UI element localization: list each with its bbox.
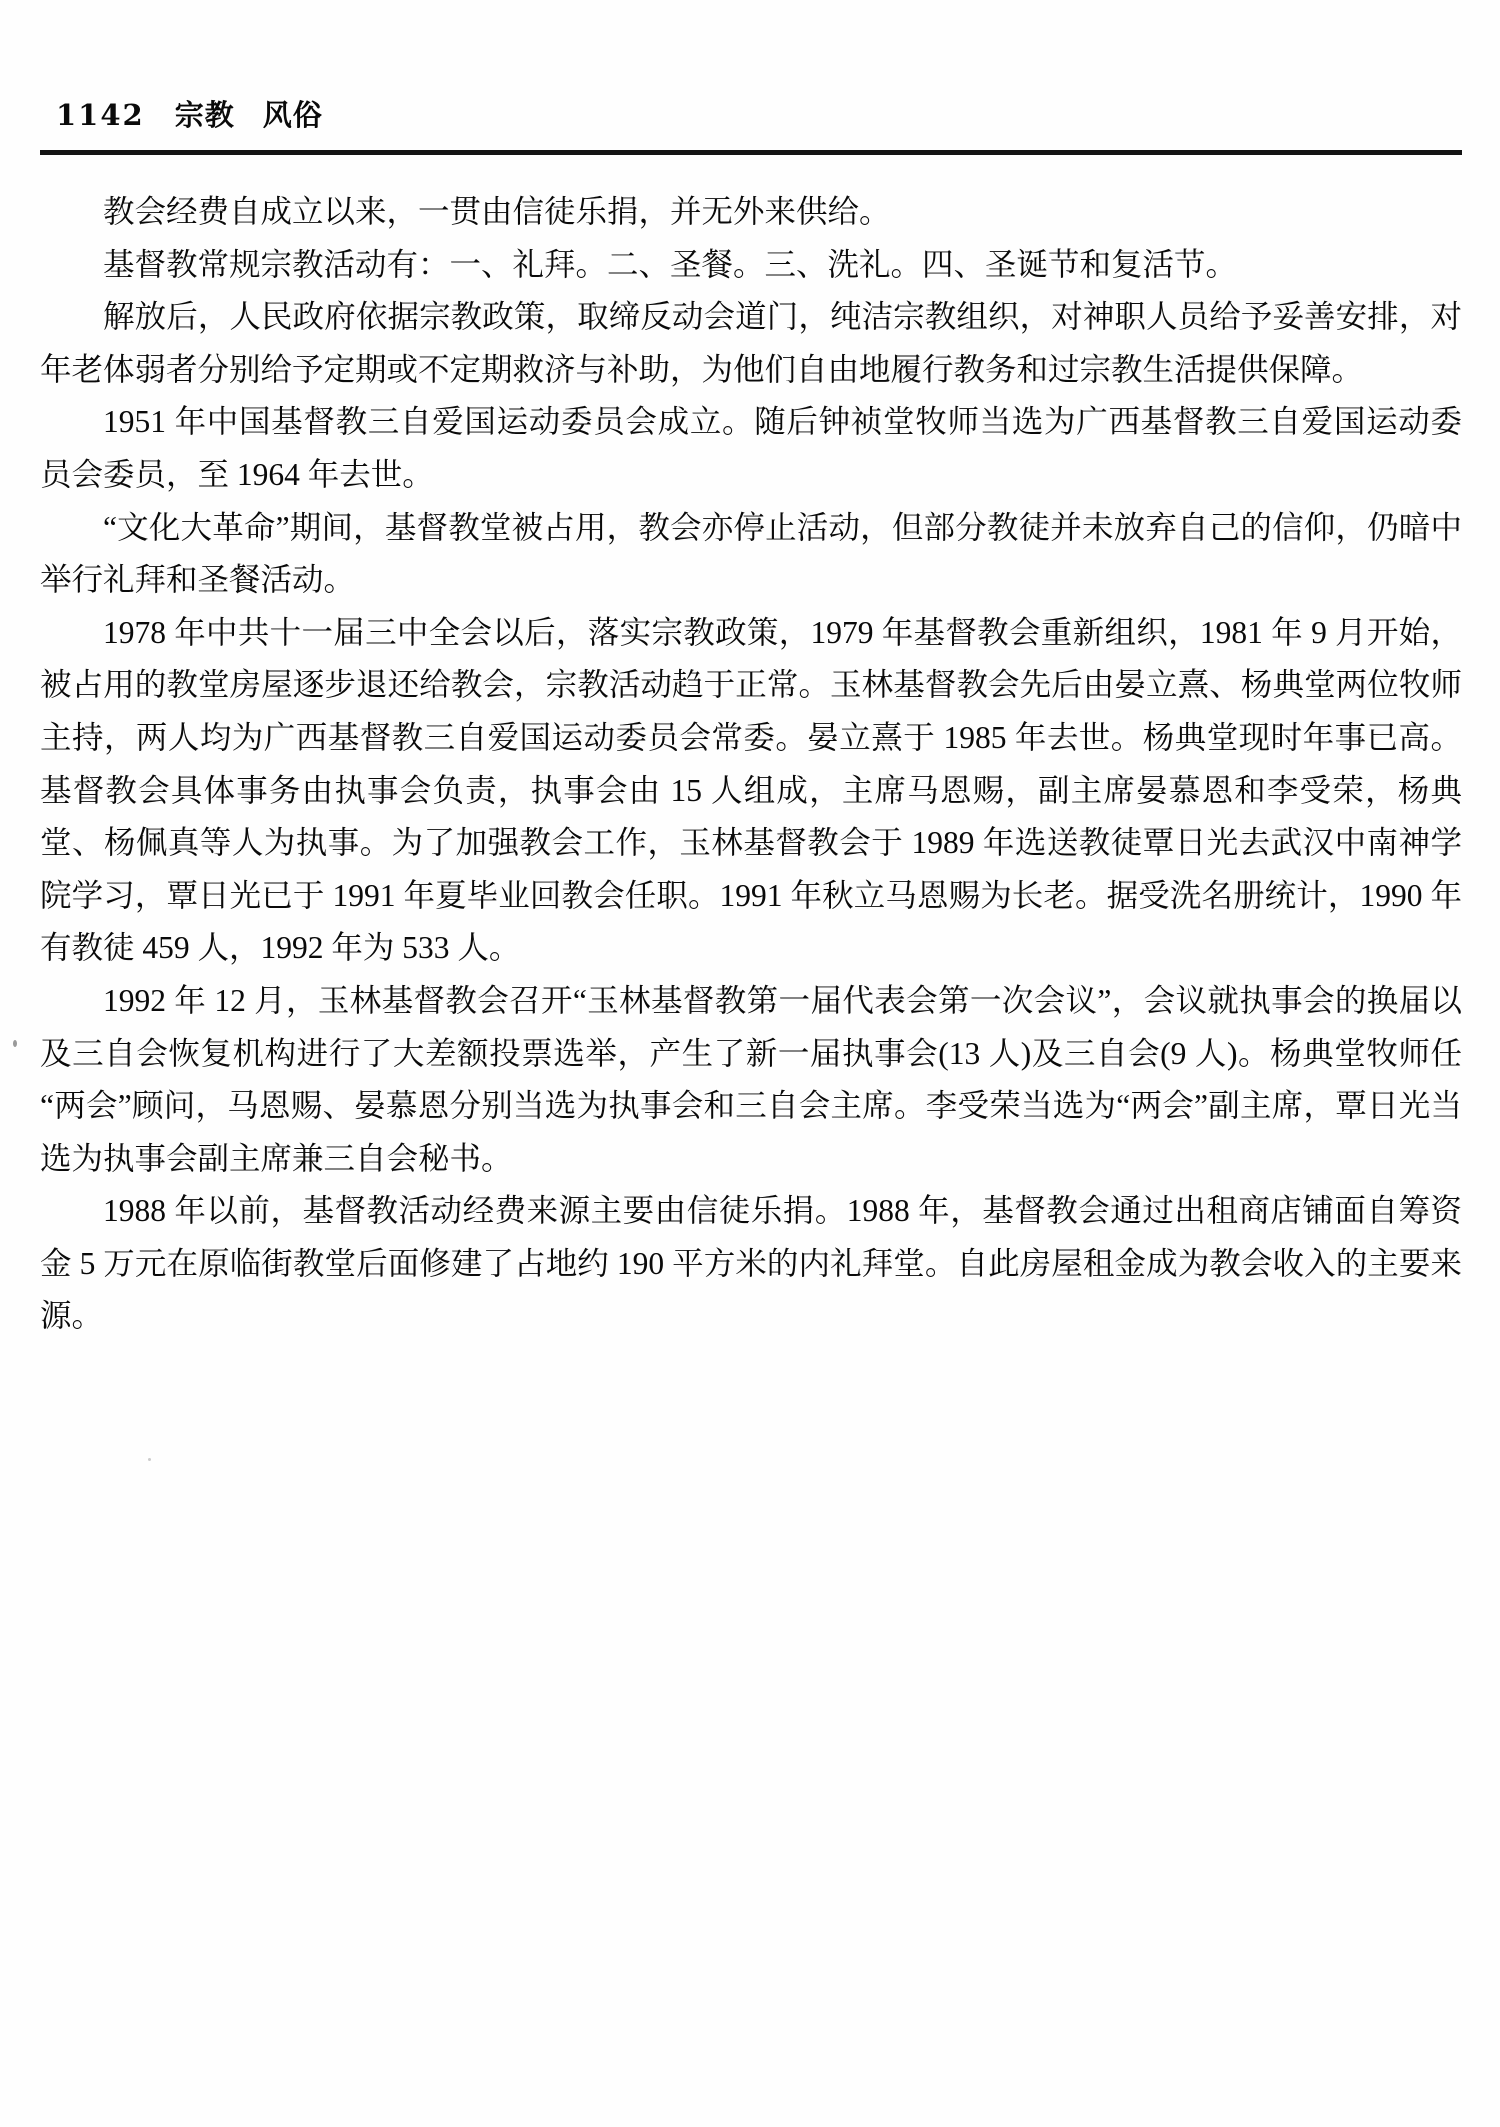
header-subsection-title: 风俗 xyxy=(262,100,323,132)
scan-artifact-dot xyxy=(13,1040,17,1047)
page-number: 1142 xyxy=(56,98,145,132)
paragraph-1992-congress: 1992 年 12 月，玉林基督教会召开“玉林基督教第一届代表会第一次会议”，会议就执事会的换届以及三自会恢复机构进行了大差额投票选举，产生了新一届执事会(13 人)及三自会(9 人)。杨典堂牧师任“两会”顾问，马恩赐、晏慕恩分别当选为执事会和三自会主席。李受荣当选为“两会”副主席，覃日光当选为执事会副主席兼三自会秘书。 xyxy=(40,982,1462,1176)
paragraph-1988-funding: 1988 年以前，基督教活动经费来源主要由信徒乐捐。1988 年，基督教会通过出租商店铺面自筹资金 5 万元在原临街教堂后面修建了占地约 190 平方米的内礼拜堂。自此房屋租金成为教会收入的主要来源。 xyxy=(40,1193,1462,1334)
paragraph-1951-committee: 1951 年中国基督教三自爱国运动委员会成立。随后钟祯堂牧师当选为广西基督教三自爱国运动委员会委员，至 1964 年去世。 xyxy=(40,404,1462,492)
running-header xyxy=(40,98,1462,133)
scan-artifact-speck xyxy=(148,1458,151,1461)
body-text xyxy=(40,186,1462,1343)
paragraph-church-funding: 教会经费自成立以来，一贯由信徒乐捐，并无外来供给。 xyxy=(103,194,891,229)
header-divider-rule xyxy=(40,150,1462,155)
paragraph-cultural-revolution: “文化大革命”期间，基督教堂被占用，教会亦停止活动，但部分教徒并未放弃自己的信仰，仍暗中举行礼拜和圣餐活动。 xyxy=(40,509,1462,598)
paragraph-regular-activities: 基督教常规宗教活动有：一、礼拜。二、圣餐。三、洗礼。四、圣诞节和复活节。 xyxy=(103,246,1238,282)
paragraph-1978-reorganization: 1978 年中共十一届三中全会以后，落实宗教政策，1979 年基督教会重新组织，1981 年 9 月开始，被占用的教堂房屋逐步退还给教会，宗教活动趋于正常。玉林基督教会先后由晏立熹、杨典堂两位牧师主持，两人均为广西基督教三自爱国运动委员会常委。晏立熹于 1985 年去世。杨典堂现时年事已高。基督教会具体事务由执事会负责，执事会由 15 人组成，主席马恩赐，副主席晏慕恩和李受荣，杨典堂、杨佩真等人为执事。为了加强教会工作，玉林基督教会于 1989 年选送教徒覃日光去武汉中南神学院学习，覃日光已于 1991 年夏毕业回教会任职。1991 年秋立马恩赐为长老。据受洗名册统计，1990 年有教徒 459 人，1992 年为 533 人。 xyxy=(40,614,1462,966)
header-section-title: 宗教 xyxy=(174,100,235,132)
paragraph-after-liberation: 解放后，人民政府依据宗教政策，取缔反动会道门，纯洁宗教组织，对神职人员给予妥善安排，对年老体弱者分别给予定期或不定期救济与补助，为他们自由地履行教务和过宗教生活提供保障。 xyxy=(40,299,1462,387)
